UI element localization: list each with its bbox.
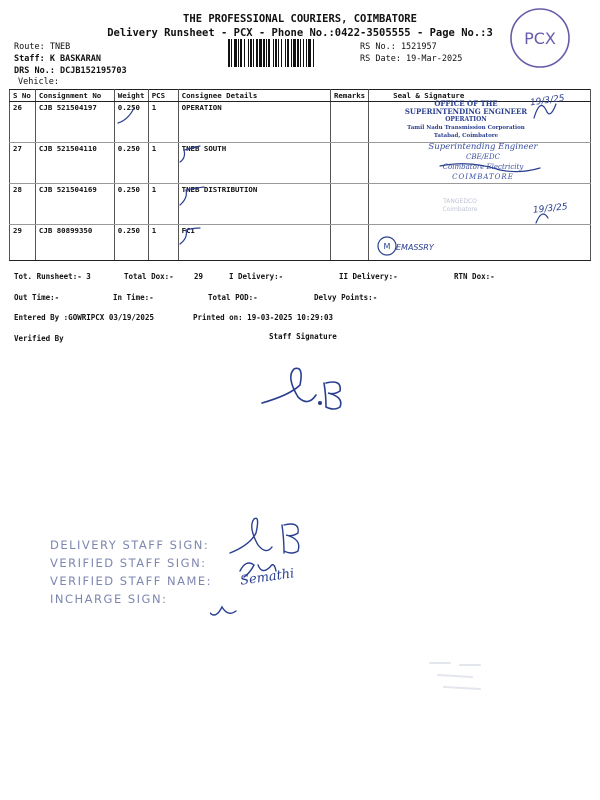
verified-staff-name-label: VERIFIED STAFF NAME: [50,574,213,588]
tick-mark [180,187,204,205]
cell-pcs: 1 [148,225,178,261]
col-weight: Weight [114,90,148,102]
pcx-stamp-text: PCX [524,29,556,48]
cell-sno: 29 [10,225,36,261]
handwritten-signature [440,164,540,172]
incharge-sign-label: INCHARGE SIGN: [50,592,168,606]
cell-consignee: FCI [178,225,330,261]
verified-by-label: Verified By [14,334,64,343]
handwritten-signature [536,214,548,223]
out-time-label: Out Time:- [14,293,60,302]
seal-stamp-south: Superintending Engineer CBE/EDC Coimbatore Electricity COIMBATORE [428,142,538,181]
cell-consignee: OPERATION [178,102,330,143]
cell-consignment: CJB 521504197 [35,102,114,143]
rs-number: RS No.: 1521957 [360,42,437,52]
cell-weight: 0.250 [114,102,148,143]
col-seal: Seal & Signature [369,90,591,102]
handwritten-date-1: 19/3/25 [529,93,566,109]
cell-weight: 0.250 [114,225,148,261]
verified-staff-sign-label: VERIFIED STAFF SIGN: [50,556,207,570]
delvy-points-label: Delvy Points:- [314,293,378,302]
rtn-dox-label: RTN Dox:- [454,272,495,281]
staff-signature-mark [250,355,360,415]
cell-weight: 0.250 [114,143,148,184]
handwritten-name-fci: EMASSRY [396,243,434,252]
cell-pcs: 1 [148,102,178,143]
cell-consignment: CJB 80899350 [35,225,114,261]
verified-staff-name-handwritten: Semathi [239,566,296,589]
cell-consignment: CJB 521504169 [35,184,114,225]
company-title: THE PROFESSIONAL COURIERS, COIMBATORE [183,13,417,25]
cell-sno: 26 [10,102,36,143]
svg-text:M: M [383,242,391,251]
delivery-staff-sign-label: DELIVERY STAFF SIGN: [50,538,210,552]
cell-consignee: TNEB DISTRIBUTION [178,184,330,225]
printed-on: Printed on: 19-03-2025 10:29:03 [193,313,333,322]
vehicle-label: Vehicle: [18,77,59,87]
rs-date: RS Date: 19-Mar-2025 [360,54,463,64]
tot-runsheet: Tot. Runsheet:- 3 [14,272,91,281]
col-sno: S No [10,90,36,102]
route-label: Route: TNEB [14,42,71,52]
drs-number: DRS No.: DCJB152195703 [14,66,127,76]
stamp-block-signatures [210,495,340,625]
entered-by: Entered By :GOWRIPCX 03/19/2025 [14,313,154,322]
cell-pcs: 1 [148,184,178,225]
cell-sno: 27 [10,143,36,184]
col-consignee: Consignee Details [178,90,330,102]
faint-marks [420,655,500,695]
handwritten-signature [534,104,556,118]
cell-consignee: TNEB SOUTH [178,143,330,184]
handwritten-date-2: 19/3/25 [532,202,569,216]
staff-signature-label: Staff Signature [269,332,337,341]
total-dox-label: Total Dox:- [124,272,174,281]
runsheet-subtitle: Delivery Runsheet - PCX - Phone No.:0422-3505555 - Page No.:3 [107,27,493,39]
total-pod-label: Total POD:- [208,293,258,302]
tick-mark [118,108,134,123]
cell-consignment: CJB 521504110 [35,143,114,184]
ii-delivery-label: II Delivery:- [339,272,398,281]
seal-stamp-operation: OFFICE OF THE SUPERINTENDING ENGINEER OPERATION Tamil Nadu Transmission Corporation Tatabad, Coimbatore [404,99,528,139]
tick-mark [180,228,200,244]
i-delivery-label: I Delivery:- [229,272,284,281]
col-pcs: PCS [148,90,178,102]
staff-label: Staff: K BASKARAN [14,54,101,64]
col-consignment: Consignment No [35,90,114,102]
col-remarks: Remarks [330,90,368,102]
tick-mark [180,146,200,162]
in-time-label: In Time:- [113,293,154,302]
seal-stamp-distribution: TANGEDCO Coimbatore [442,198,478,213]
total-dox-value: 29 [194,272,204,281]
cell-weight: 0.250 [114,184,148,225]
cell-pcs: 1 [148,143,178,184]
cell-sno: 28 [10,184,36,225]
